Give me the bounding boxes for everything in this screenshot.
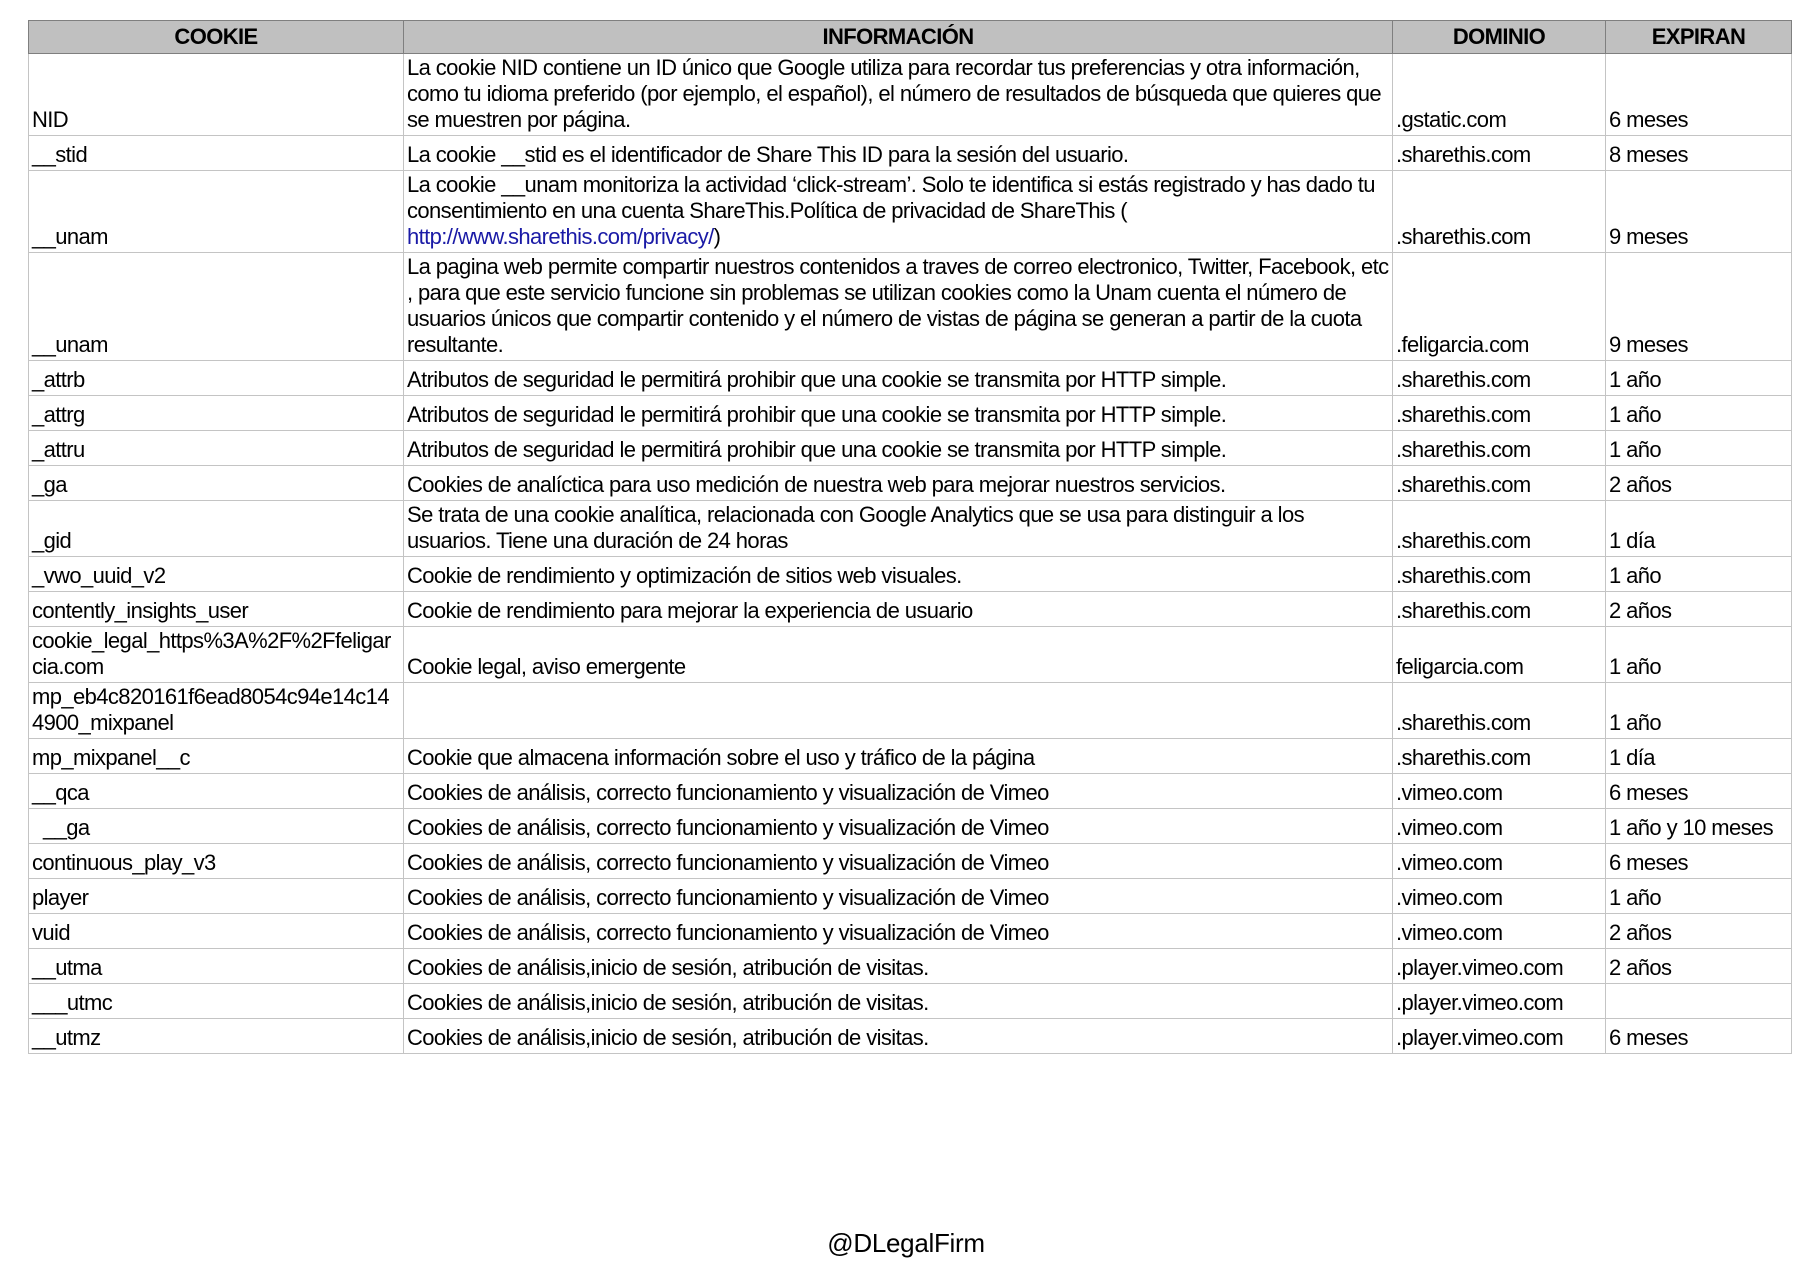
cell-info: Cookies de análisis, correcto funcionamiento y visualización de Vimeo — [404, 844, 1393, 879]
cell-cookie: __utma — [29, 949, 404, 984]
table-row — [29, 501, 1792, 557]
table-row — [29, 136, 1792, 171]
cookie-sheet — [28, 20, 1791, 1054]
cell-domain: .sharethis.com — [1393, 396, 1606, 431]
cell-expires: 2 años — [1606, 592, 1792, 627]
cell-info: Cookies de análisis,inicio de sesión, atribución de visitas. — [404, 949, 1393, 984]
cell-info: Cookies de análisis, correcto funcionamiento y visualización de Vimeo — [404, 879, 1393, 914]
table-row — [29, 984, 1792, 1019]
cell-domain: .sharethis.com — [1393, 501, 1606, 557]
cell-info: Cookie de rendimiento y optimización de sitios web visuales. — [404, 557, 1393, 592]
cell-domain: .sharethis.com — [1393, 557, 1606, 592]
cell-expires: 1 día — [1606, 501, 1792, 557]
cell-domain: .vimeo.com — [1393, 844, 1606, 879]
cell-expires: 2 años — [1606, 949, 1792, 984]
cell-info: Cookies de análisis, correcto funcionamiento y visualización de Vimeo — [404, 914, 1393, 949]
cell-cookie: mp_mixpanel__c — [29, 739, 404, 774]
cell-cookie: _attru — [29, 431, 404, 466]
cell-cookie: __unam — [29, 171, 404, 253]
cell-cookie: vuid — [29, 914, 404, 949]
privacy-policy-link[interactable]: http://www.sharethis.com/privacy/ — [407, 224, 714, 249]
cell-cookie: _ga — [29, 466, 404, 501]
cell-domain: .sharethis.com — [1393, 171, 1606, 253]
cell-info: Cookies de análisis, correcto funcionamiento y visualización de Vimeo — [404, 809, 1393, 844]
cell-cookie: _attrb — [29, 361, 404, 396]
cell-domain: .vimeo.com — [1393, 914, 1606, 949]
cell-expires: 1 año — [1606, 431, 1792, 466]
cell-info — [404, 683, 1393, 739]
cell-domain: feligarcia.com — [1393, 627, 1606, 683]
table-row — [29, 431, 1792, 466]
table-row — [29, 627, 1792, 683]
table-row — [29, 54, 1792, 136]
cell-domain: .player.vimeo.com — [1393, 1019, 1606, 1054]
cell-expires: 6 meses — [1606, 1019, 1792, 1054]
cell-expires: 1 día — [1606, 739, 1792, 774]
cell-info-text: La cookie __unam monitoriza la actividad ‘click-stream’. Solo te identifica si estás registrado y has dado tu consentimiento en una cuenta ShareThis.Política de privacidad de ShareThis ( — [407, 172, 1375, 223]
cell-expires: 6 meses — [1606, 844, 1792, 879]
cell-info: La cookie NID contiene un ID único que Google utiliza para recordar tus preferencias y otra información, como tu idioma preferido (por ejemplo, el español), el número de resultados de búsqueda que quieres que se muestren por página. — [404, 54, 1393, 136]
table-row — [29, 914, 1792, 949]
cell-cookie: _vwo_uuid_v2 — [29, 557, 404, 592]
cell-domain: .player.vimeo.com — [1393, 984, 1606, 1019]
column-header-expiran: EXPIRAN — [1606, 21, 1792, 54]
cell-cookie: __ga — [29, 809, 404, 844]
cell-info: La cookie __stid es el identificador de Share This ID para la sesión del usuario. — [404, 136, 1393, 171]
table-row — [29, 809, 1792, 844]
cell-domain: .sharethis.com — [1393, 431, 1606, 466]
cell-expires: 2 años — [1606, 914, 1792, 949]
cookies-table — [28, 20, 1792, 1054]
cell-expires: 6 meses — [1606, 54, 1792, 136]
cell-expires: 1 año — [1606, 396, 1792, 431]
cell-info: Cookies de análisis, correcto funcionamiento y visualización de Vimeo — [404, 774, 1393, 809]
column-header-cookie: COOKIE — [29, 21, 404, 54]
cell-info — [404, 171, 1393, 253]
cell-domain: .sharethis.com — [1393, 361, 1606, 396]
table-row — [29, 739, 1792, 774]
cell-info: Se trata de una cookie analítica, relacionada con Google Analytics que se usa para distinguir a los usuarios. Tiene una duración de 24 horas — [404, 501, 1393, 557]
table-row — [29, 774, 1792, 809]
table-row — [29, 1019, 1792, 1054]
table-row — [29, 361, 1792, 396]
cell-expires: 8 meses — [1606, 136, 1792, 171]
cell-cookie: _attrg — [29, 396, 404, 431]
cell-cookie: ___utmc — [29, 984, 404, 1019]
table-row — [29, 683, 1792, 739]
cell-info: Cookie legal, aviso emergente — [404, 627, 1393, 683]
cell-domain: .player.vimeo.com — [1393, 949, 1606, 984]
cell-expires: 1 año — [1606, 627, 1792, 683]
cell-domain: .sharethis.com — [1393, 739, 1606, 774]
cell-cookie: __stid — [29, 136, 404, 171]
cell-expires — [1606, 984, 1792, 1019]
cell-domain: .sharethis.com — [1393, 136, 1606, 171]
cell-domain: .vimeo.com — [1393, 879, 1606, 914]
cell-cookie: player — [29, 879, 404, 914]
cell-expires: 1 año — [1606, 361, 1792, 396]
column-header-dominio: DOMINIO — [1393, 21, 1606, 54]
cell-cookie: _gid — [29, 501, 404, 557]
cell-expires: 9 meses — [1606, 171, 1792, 253]
cell-cookie: contently_insights_user — [29, 592, 404, 627]
cell-info: Atributos de seguridad le permitirá prohibir que una cookie se transmita por HTTP simple. — [404, 361, 1393, 396]
cell-expires: 1 año — [1606, 879, 1792, 914]
cell-domain: .sharethis.com — [1393, 592, 1606, 627]
table-header-row — [29, 21, 1792, 54]
table-row — [29, 171, 1792, 253]
cell-cookie: mp_eb4c820161f6ead8054c94e14c144900_mixpanel — [29, 683, 404, 739]
cell-info: Cookie que almacena información sobre el uso y tráfico de la página — [404, 739, 1393, 774]
footer-handle: @DLegalFirm — [827, 1228, 985, 1258]
cell-info: Atributos de seguridad le permitirá prohibir que una cookie se transmita por HTTP simple. — [404, 431, 1393, 466]
cell-cookie: NID — [29, 54, 404, 136]
cell-cookie: continuous_play_v3 — [29, 844, 404, 879]
cell-expires: 1 año — [1606, 683, 1792, 739]
cell-expires: 2 años — [1606, 466, 1792, 501]
cell-cookie: __utmz — [29, 1019, 404, 1054]
cell-domain: .feligarcia.com — [1393, 253, 1606, 361]
cell-info: Cookie de rendimiento para mejorar la experiencia de usuario — [404, 592, 1393, 627]
cell-domain: .sharethis.com — [1393, 683, 1606, 739]
cell-cookie: __qca — [29, 774, 404, 809]
cell-expires: 1 año — [1606, 557, 1792, 592]
cell-expires: 9 meses — [1606, 253, 1792, 361]
cell-expires: 1 año y 10 meses — [1606, 809, 1792, 844]
cell-info: Cookies de análisis,inicio de sesión, atribución de visitas. — [404, 984, 1393, 1019]
cell-info-suffix: ) — [713, 224, 721, 249]
table-row — [29, 879, 1792, 914]
table-row — [29, 253, 1792, 361]
cell-info: Cookies de análisis,inicio de sesión, atribución de visitas. — [404, 1019, 1393, 1054]
table-row — [29, 844, 1792, 879]
cell-info: La pagina web permite compartir nuestros contenidos a traves de correo electronico, Twitter, Facebook, etc , para que este servicio funcione sin problemas se utilizan cookies como la Unam cuenta el número de usuarios únicos que compartir contenido y el número de vistas de página se generan a partir de la cuota resultante. — [404, 253, 1393, 361]
table-row — [29, 592, 1792, 627]
cell-domain: .vimeo.com — [1393, 809, 1606, 844]
cell-cookie: cookie_legal_https%3A%2F%2Ffeligarcia.com — [29, 627, 404, 683]
column-header-informacion: INFORMACIÓN — [404, 21, 1393, 54]
cell-cookie: __unam — [29, 253, 404, 361]
cell-expires: 6 meses — [1606, 774, 1792, 809]
cell-info: Cookies de analíctica para uso medición de nuestra web para mejorar nuestros servicios. — [404, 466, 1393, 501]
table-row — [29, 466, 1792, 501]
table-row — [29, 949, 1792, 984]
cell-domain: .sharethis.com — [1393, 466, 1606, 501]
table-row — [29, 396, 1792, 431]
cell-domain: .vimeo.com — [1393, 774, 1606, 809]
cell-domain: .gstatic.com — [1393, 54, 1606, 136]
cell-info: Atributos de seguridad le permitirá prohibir que una cookie se transmita por HTTP simple. — [404, 396, 1393, 431]
table-row — [29, 557, 1792, 592]
